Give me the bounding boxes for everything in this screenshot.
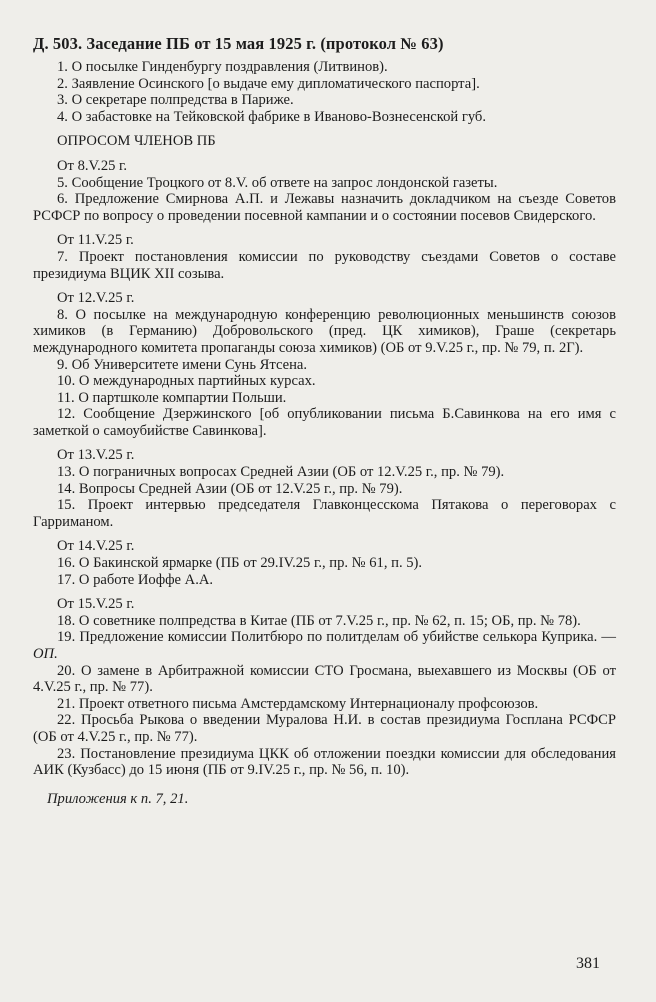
appendix-note: Приложения к п. 7, 21. xyxy=(47,790,189,807)
list-item: 2. Заявление Осинского [о выдаче ему дипломатического паспорта]. xyxy=(57,75,480,92)
list-item: 10. О международных партийных курсах. xyxy=(57,373,316,390)
list-item-text: 19. Предложение комиссии Политбюро по политделам об убийстве селькора Куприка. — xyxy=(57,629,616,646)
list-item: 23. Постановление президиума ЦКК об отложении поездки комиссии для обследования АИК (Кузбасс) до 15 июня (ПБ от 9.IV.25 г., пр. № 56, п. 10). xyxy=(33,745,616,779)
date-heading: От 13.V.25 г. xyxy=(57,447,135,464)
list-item: 13. О пограничных вопросах Средней Азии (ОБ от 12.V.25 г., пр. № 79). xyxy=(57,464,505,481)
list-item: 15. Проект интервью председателя Главконцесскома Пятакова о переговорах с Гарриманом. xyxy=(33,497,616,530)
date-heading: От 15.V.25 г. xyxy=(57,596,135,613)
date-heading: От 8.V.25 г. xyxy=(57,157,128,174)
list-item: 21. Проект ответного письма Амстердамскому Интернационалу профсоюзов. xyxy=(57,695,539,712)
date-heading: От 11.V.25 г. xyxy=(57,232,134,249)
list-item: 9. Об Университете имени Сунь Ятсена. xyxy=(57,356,308,373)
list-item: 7. Проект постановления комиссии по руководству съездами Советов о составе президиума ВЦИК XII созыва. xyxy=(33,248,616,282)
list-item: 1. О посылке Гинденбургу поздравления (Литвинов). xyxy=(57,59,388,75)
list-item: 8. О посылке на международную конференцию революционных меньшинств союзов химиков (в Германию) Добровольского (пред. ЦК химиков), Граше (секретарь международного комитета пропаганды союза химиков) (ОБ от 9.V.25 г., пр. № 79, п. 2Г). xyxy=(33,306,616,356)
poll-heading: ОПРОСОМ ЧЛЕНОВ ПБ xyxy=(57,133,216,150)
op-mark: ОП. xyxy=(33,646,58,662)
list-item: 12. Сообщение Дзержинского [об опубликовании письма Б.Савинкова на его имя с заметкой о самоубийстве Савинкова]. xyxy=(33,406,616,439)
list-item: 3. О секретаре полпредства в Париже. xyxy=(57,92,294,109)
list-item: 20. О замене в Арбитражной комиссии СТО Гросмана, выехавшего из Москвы (ОБ от 4.V.25 г., пр. № 77). xyxy=(33,662,616,696)
list-item: 16. О Бакинской ярмарке (ПБ от 29.IV.25 г., пр. № 61, п. 5). xyxy=(57,555,423,572)
list-item: 22. Просьба Рыкова о введении Муралова Н.И. в состав президиума Госплана РСФСР (ОБ от 4.V.25 г., пр. № 77). xyxy=(33,712,616,745)
list-item: 6. Предложение Смирнова А.П. и Лежавы назначить докладчиком на съезде Советов РСФСР по вопросу о проведении посевной кампании и о состоянии посевов Свидерского. xyxy=(33,191,616,224)
date-heading: От 14.V.25 г. xyxy=(57,538,135,555)
list-item: 4. О забастовке на Тейковской фабрике в Иваново-Вознесенской губ. xyxy=(57,108,487,125)
list-item xyxy=(33,629,616,662)
document-title: Д. 503. Заседание ПБ от 15 мая 1925 г. (протокол № 63) xyxy=(33,34,444,53)
list-item: 5. Сообщение Троцкого от 8.V. об ответе на запрос лондонской газеты. xyxy=(57,174,498,191)
date-heading: От 12.V.25 г. xyxy=(57,290,135,307)
page-number: 381 xyxy=(576,955,600,972)
list-item: 18. О советнике полпредства в Китае (ПБ от 7.V.25 г., пр. № 62, п. 15; ОБ, пр. № 78). xyxy=(57,612,581,629)
list-item: 17. О работе Иоффе А.А. xyxy=(57,571,214,588)
list-item: 14. Вопросы Средней Азии (ОБ от 12.V.25 г., пр. № 79). xyxy=(57,480,403,497)
list-item: 11. О партшколе компартии Польши. xyxy=(57,389,287,406)
